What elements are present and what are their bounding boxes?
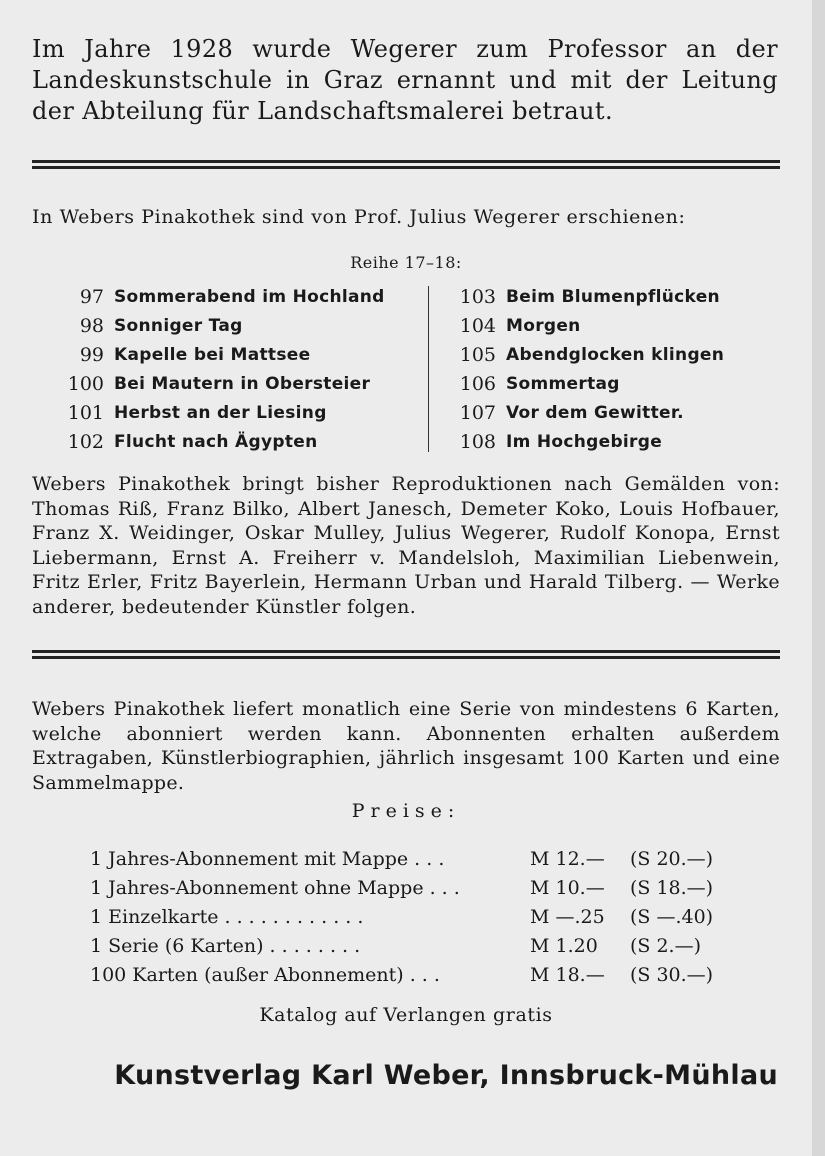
item-number: 108 bbox=[459, 431, 496, 453]
item-number: 104 bbox=[459, 315, 496, 337]
price-mark: M 10.— bbox=[530, 877, 605, 899]
publisher-imprint: Kunstverlag Karl Weber, Innsbruck-Mühlau bbox=[114, 1060, 778, 1091]
list-item bbox=[452, 399, 724, 428]
price-mark: M 12.— bbox=[530, 848, 605, 870]
price-item: 100 Karten (außer Abonnement) . . . bbox=[90, 964, 440, 986]
column-divider bbox=[428, 286, 429, 452]
catalog-note: Katalog auf Verlangen gratis bbox=[259, 1004, 553, 1026]
list-item bbox=[60, 283, 385, 312]
double-rule-middle bbox=[32, 650, 780, 662]
item-number: 100 bbox=[67, 373, 104, 395]
item-title: Beim Blumenpflücken bbox=[506, 287, 720, 307]
item-title: Bei Mautern in Obersteier bbox=[114, 374, 371, 394]
item-number: 105 bbox=[459, 344, 496, 366]
price-item: 1 Einzelkarte . . . . . . . . . . . . bbox=[90, 906, 364, 928]
price-item: 1 Jahres-Abonnement mit Mappe . . . bbox=[90, 848, 445, 870]
price-schilling: (S —.40) bbox=[630, 906, 714, 928]
item-title: Abendglocken klingen bbox=[506, 345, 725, 365]
price-mark: M —.25 bbox=[530, 906, 605, 928]
list-item bbox=[60, 370, 385, 399]
price-item: 1 Jahres-Abonnement ohne Mappe . . . bbox=[90, 877, 460, 899]
price-mark: M 18.— bbox=[530, 964, 605, 986]
list-item bbox=[452, 283, 724, 312]
item-title: Im Hochgebirge bbox=[506, 432, 663, 452]
item-number: 102 bbox=[67, 431, 104, 453]
item-number: 99 bbox=[79, 344, 104, 366]
list-item bbox=[452, 428, 724, 457]
item-title: Herbst an der Liesing bbox=[114, 403, 327, 423]
item-title: Kapelle bei Mattsee bbox=[114, 345, 311, 365]
item-title: Sommertag bbox=[506, 374, 620, 394]
price-row bbox=[90, 903, 750, 932]
price-row bbox=[90, 932, 750, 961]
item-title: Morgen bbox=[506, 316, 581, 336]
price-item: 1 Serie (6 Karten) . . . . . . . . bbox=[90, 935, 361, 957]
series-heading: In Webers Pinakothek sind von Prof. Julius Wegerer erschienen: bbox=[32, 206, 686, 228]
price-row bbox=[90, 845, 750, 874]
item-number: 101 bbox=[67, 402, 104, 424]
item-number: 98 bbox=[79, 315, 104, 337]
subscription-paragraph: Webers Pinakothek liefert monatlich eine Serie von mindestens 6 Karten, welche abonniert werden kann. Abonnenten erhalten außerdem Extragaben, Künstlerbiographien, jährlich insgesamt 100 Karten und eine Sammelmappe. bbox=[32, 698, 780, 794]
list-item bbox=[452, 312, 724, 341]
intro-paragraph: Im Jahre 1928 wurde Wegerer zum Professor an der Landeskunstschule in Graz ernannt und mit der Leitung der Abteilung für Landschaftsmalerei betraut. bbox=[32, 35, 778, 125]
item-title: Sommerabend im Hochland bbox=[114, 287, 385, 307]
price-schilling: (S 18.—) bbox=[630, 877, 714, 899]
prices-title: Preise: bbox=[351, 800, 461, 822]
item-title: Sonniger Tag bbox=[114, 316, 243, 336]
list-item bbox=[60, 399, 385, 428]
series-list-right bbox=[452, 283, 724, 457]
price-list bbox=[90, 845, 750, 990]
item-number: 97 bbox=[79, 286, 104, 308]
list-item bbox=[60, 341, 385, 370]
list-item bbox=[60, 312, 385, 341]
price-row bbox=[90, 961, 750, 990]
item-number: 106 bbox=[459, 373, 496, 395]
double-rule-top bbox=[32, 160, 780, 172]
item-number: 107 bbox=[459, 402, 496, 424]
artists-paragraph: Webers Pinakothek bringt bisher Reproduktionen nach Gemälden von: Thomas Riß, Franz Bilko, Albert Janesch, Demeter Koko, Louis Hofbauer, Franz X. Weidinger, Oskar Mulley, Julius Wegerer, Rudolf Konopa, Ernst Liebermann, Ernst A. Freiherr v. Mandelsloh, Maximilian Liebenwein, Fritz Erler, Fritz Bayerlein, Hermann Urban und Harald Tilberg. — Werke anderer, bedeutender Künstler folgen. bbox=[32, 473, 780, 618]
price-schilling: (S 20.—) bbox=[630, 848, 714, 870]
list-item bbox=[60, 428, 385, 457]
list-item bbox=[452, 370, 724, 399]
page-edge bbox=[812, 0, 825, 1156]
item-title: Vor dem Gewitter. bbox=[506, 403, 684, 423]
price-mark: M 1.20 bbox=[530, 935, 598, 957]
price-schilling: (S 2.—) bbox=[630, 935, 702, 957]
item-title: Flucht nach Ägypten bbox=[114, 432, 318, 452]
item-number: 103 bbox=[459, 286, 496, 308]
series-list-left bbox=[60, 283, 385, 457]
price-schilling: (S 30.—) bbox=[630, 964, 714, 986]
series-label: Reihe 17–18: bbox=[350, 253, 462, 272]
price-row bbox=[90, 874, 750, 903]
list-item bbox=[452, 341, 724, 370]
